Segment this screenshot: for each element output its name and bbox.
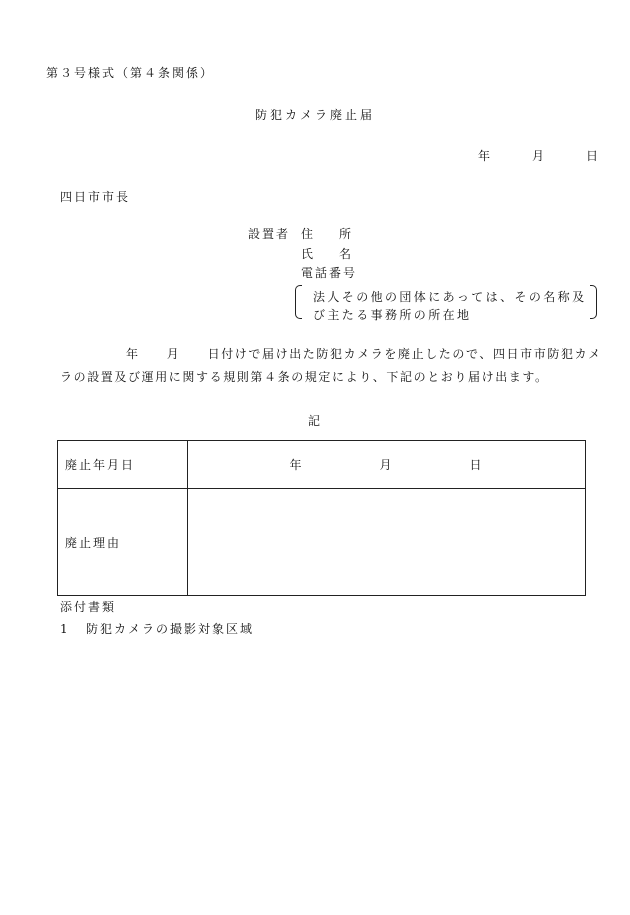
body-paragraph: 年 月 日付けで届け出た防犯カメラを廃止したので、四日市市防犯カメラの設置及び運用に関する規則第４条の規定により、下記のとおり届け出ます。	[60, 347, 602, 384]
name-label-part: 氏	[301, 247, 316, 261]
corporate-note-text: 法人その他の団体にあっては、その名称及び主たる事務所の所在地	[313, 290, 587, 322]
attachment-item	[60, 623, 254, 635]
form-number: 第３号様式（第４条関係）	[46, 66, 215, 80]
abolition-reason-label: 廃止理由	[58, 489, 188, 596]
corporate-note	[295, 285, 597, 321]
ki-heading: 記	[307, 414, 322, 428]
abolition-date-label: 廃止年月日	[58, 441, 188, 489]
submission-date	[478, 150, 600, 162]
table-row	[58, 489, 586, 596]
year-label: 年	[477, 149, 492, 163]
month-label: 月	[531, 149, 546, 163]
name-label-part: 名	[338, 247, 353, 261]
document-title: 防犯カメラ廃止届	[254, 108, 375, 122]
phone-field-label: 電話番号	[301, 266, 358, 280]
name-field-label	[301, 248, 353, 260]
abolition-reason-cell[interactable]	[188, 489, 586, 596]
notification-table	[57, 440, 586, 596]
year-label: 年	[289, 458, 304, 472]
address-field-label	[301, 228, 353, 240]
month-label: 月	[379, 458, 394, 472]
setter-label: 設置者	[248, 227, 291, 241]
address-label-part: 住	[301, 227, 316, 241]
attachment-text: 防犯カメラの撮影対象区域	[86, 622, 255, 636]
left-bracket	[295, 285, 302, 319]
day-label: 日	[585, 149, 600, 163]
attachments-title: 添付書類	[60, 600, 117, 614]
table-row	[58, 441, 586, 489]
address-label-part: 所	[338, 227, 353, 241]
addressee: 四日市市長	[60, 190, 131, 204]
right-bracket	[590, 285, 597, 319]
day-label: 日	[469, 458, 484, 472]
attachment-number: 1	[60, 622, 70, 636]
abolition-date-cell[interactable]	[188, 441, 586, 489]
